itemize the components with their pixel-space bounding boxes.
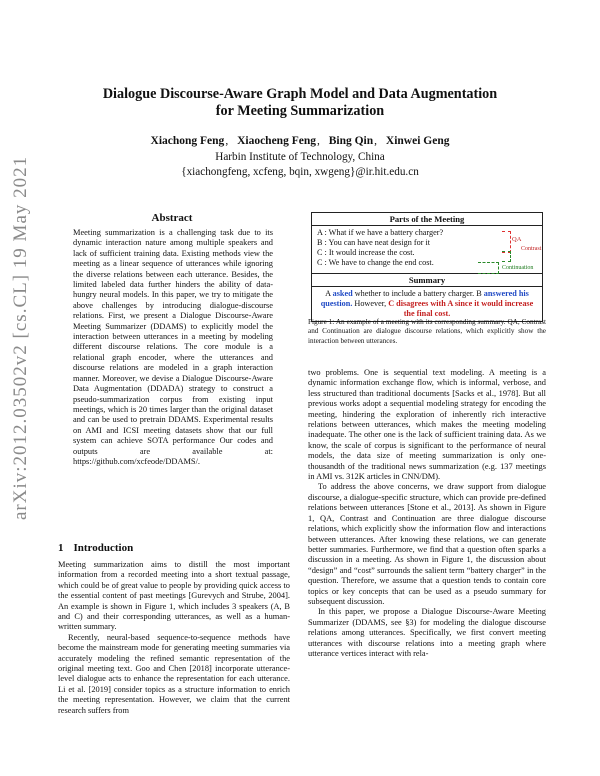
- title-line-1: Dialogue Discourse-Aware Graph Model and Data Augmentation: [102, 86, 498, 102]
- qa-bracket: [502, 231, 511, 253]
- continuation-bracket: [478, 262, 499, 274]
- author-name: Xiachong Feng: [150, 135, 225, 147]
- section-title: Introduction: [73, 542, 134, 554]
- author-list: Xiachong Feng, Xiaocheng Feng, Bing Qin, Xinwei Geng: [150, 135, 450, 147]
- author-name: Xiaocheng Feng: [237, 135, 316, 147]
- paragraph: To address the above concerns, we draw support from dialogue discourse, a dialogue-specific structure, which can provide pre-defined relations between utterances [Stone et al., 2013]. As shown in Figure 1, QA, Contrast and Continuation are three dialogue discourse relations, which explicitly show the information flow and interactions between utterances. After knowing these relations, we can generate better summaries. Furthermore, we find that a question often sparks a discussion in a meeting. As shown in Figure 1, the discussion about “design” and “cost” surrounds the salient term “battery charger” in the question. Therefore, we assume that a question tends to contain core topics or key concepts that can be used as a pseudo summary for subsequent discussion.: [308, 482, 546, 606]
- paragraph: Recently, neural-based sequence-to-sequence methods have become the mainstream mode for generating meeting summaries via accurately modeling the refined semantic representation of the original meeting text. Goo and Chen [2018] incorporate utterance-level dialogue acts to enhance the representation for each utterance. Li et al. [2019] consider topics as a structure information to enrich the meeting representation. However, we claim that the current research suffers from: [58, 632, 290, 715]
- continuation-label: Continuation: [502, 265, 534, 271]
- summary-text: B: [476, 289, 482, 298]
- figure-summary: [312, 287, 542, 321]
- contrast-bracket: [502, 251, 511, 262]
- figure-caption: Figure 1: An example of a meeting with its corresponding summary. QA, Contrast and Continuation are dialogue discourse relations, which explicitly show the interaction between utterances.: [308, 318, 546, 345]
- summary-asked: asked: [332, 289, 353, 298]
- author-name: Bing Qin: [328, 135, 374, 147]
- summary-text: However,: [354, 299, 387, 308]
- abstract-heading: Abstract: [151, 212, 193, 224]
- utterance: A : What if we have a battery charger?: [317, 228, 444, 237]
- summary-answered: answered his question.: [320, 289, 529, 308]
- figure-1: [311, 212, 543, 322]
- section-heading: [58, 542, 133, 554]
- paper-title: [60, 86, 540, 120]
- utterance: C : We have to change the end cost.: [317, 258, 434, 267]
- email: {xiachongfeng, xcfeng, bqin, xwgeng}@ir.hit.edu.cn: [181, 166, 419, 178]
- contrast-label: Contrast: [521, 246, 542, 252]
- section-number: 1: [58, 542, 64, 554]
- intro-text: [58, 560, 290, 716]
- arxiv-stamp: arXiv:2012.03502v2 [cs.CL] 19 May 2021: [10, 155, 31, 520]
- summary-text: whether to include a battery charger.: [354, 289, 475, 298]
- abstract-text: Meeting summarization is a challenging task due to its dynamic interaction nature among multiple speakers and lack of sufficient training data. Existing methods view the meeting as a linear sequence of utterances while ignoring the diverse relations between each utterance. Besides, the limited labeled data further hinders the ability of data-hungry neural models. In this paper, we try to mitigate the above challenges by introducing dialogue-discourse relations. First, we present a Dialogue Discourse-Aware Meeting Summarizer (DDAMS) to explicitly model the interaction between utterances in a meeting by modeling different discourse relations. The core module is a relational graph encoder, where the utterances and discourse relations are modeled in a graph interaction manner. Moreover, we devise a Dialogue Discourse-Aware Data Augmentation (DDADA) strategy to construct a pseudo-summarization corpus from existing input meetings, which is 20 times larger than the original dataset and can be used to pretrain DDAMS. Experimental results on AMI and ICSI meeting datasets show that our full system can achieve SOTA performance Our codes and outputs are available at: https://github.com/xcfeode/DDAMS/.: [73, 228, 273, 466]
- utterance: C : It would increase the cost.: [317, 248, 415, 257]
- right-column-text: [308, 368, 546, 659]
- figure-parts-header: Parts of the Meeting: [312, 213, 542, 226]
- summary-text: A: [325, 289, 331, 298]
- figure-summary-header: Summary: [312, 273, 542, 287]
- paragraph: two problems. One is sequential text modeling. A meeting is a dynamic information exchange flow, which is informal, verbose, and less structured than traditional documents [Sacks et al., 1978]. But all previous works adopt a sequential modeling strategy for encoding the meeting, hindering the exploration of inherently rich interactive relations between utterances, which makes the meeting modeling inadequate. The other one is the lack of sufficient training data. As we know, the scale of corpus is significant to the performance of neural models, the data size of meeting summarization is only one-thousandth of the traditional news summarization (e.g. 137 meetings in AMI vs. 312K articles in CNN/DM).: [308, 368, 546, 482]
- summary-disagree: C disagrees with A since it would increase the final cost.: [388, 299, 534, 318]
- qa-label: QA: [512, 236, 522, 243]
- figure-utterances: [312, 226, 542, 273]
- utterance: B : You can have neat design for it: [317, 238, 431, 247]
- title-line-2: for Meeting Summarization: [215, 103, 385, 119]
- paragraph: Meeting summarization aims to distill the most important information from a recorded meeting into a short textual passage, which could be of great value to people by providing quick access to the essential content of past meetings [Gurevych and Strube, 2004]. An example is shown in Figure 1, which includes 3 speakers (A, B and C) and their corresponding utterances, as well as a human-written summary.: [58, 560, 290, 632]
- author-name: Xinwei Geng: [385, 135, 450, 147]
- affiliation: Harbin Institute of Technology, China: [215, 151, 385, 163]
- paragraph: In this paper, we propose a Dialogue Discourse-Aware Meeting Summarizer (DDAMS, see §3) for modeling the dialogue discourse relations among utterances. Specifically, we first convert meeting utterances with discourse relations into a meeting graph where utterance vertices interact with rela-: [308, 607, 546, 658]
